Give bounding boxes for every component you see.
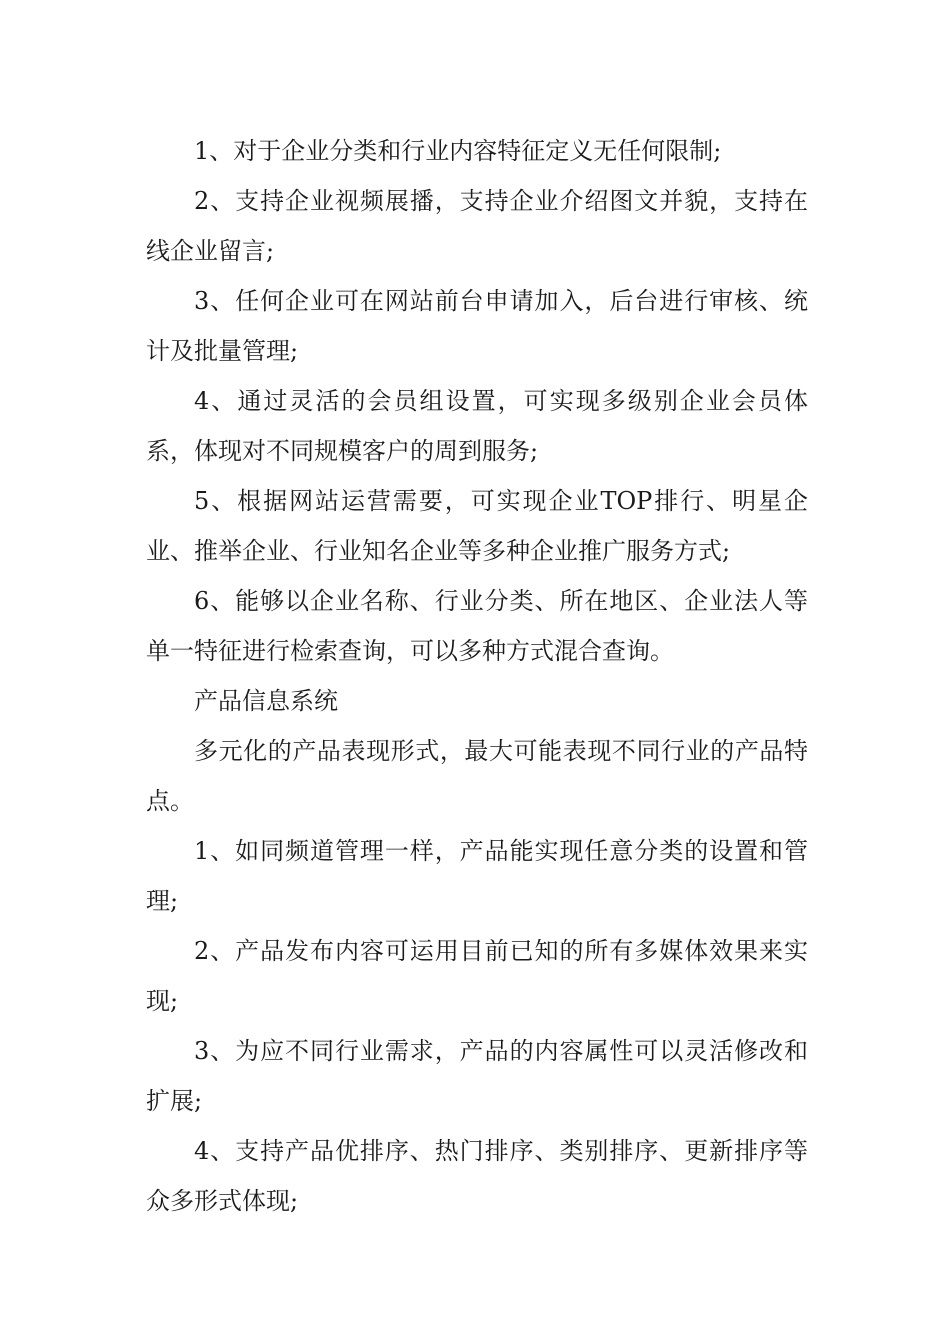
paragraph-enterprise-feature-5: 5、根据网站运营需要，可实现企业TOP排行、明星企业、推举企业、行业知名企业等多种企业推广服务方式; xyxy=(146,487,808,565)
paragraph-product-feature-4: 4、支持产品优排序、热门排序、类别排序、更新排序等众多形式体现; xyxy=(146,1137,808,1215)
paragraph-enterprise-feature-3: 3、任何企业可在网站前台申请加入，后台进行审核、统计及批量管理; xyxy=(146,287,808,365)
paragraph-enterprise-feature-4: 4、通过灵活的会员组设置，可实现多级别企业会员体系，体现对不同规模客户的周到服务; xyxy=(146,387,808,465)
section-heading-product-system: 产品信息系统 xyxy=(194,687,338,715)
document-page xyxy=(146,126,808,1226)
paragraph-enterprise-feature-1: 1、对于企业分类和行业内容特征定义无任何限制; xyxy=(194,137,722,165)
paragraph-product-intro: 多元化的产品表现形式，最大可能表现不同行业的产品特点。 xyxy=(146,737,808,815)
paragraph-product-feature-1: 1、如同频道管理一样，产品能实现任意分类的设置和管理; xyxy=(146,837,808,915)
paragraph-product-feature-3: 3、为应不同行业需求，产品的内容属性可以灵活修改和扩展; xyxy=(146,1037,808,1115)
paragraph-enterprise-feature-2: 2、支持企业视频展播，支持企业介绍图文并貌，支持在线企业留言; xyxy=(146,187,808,265)
paragraph-product-feature-2: 2、产品发布内容可运用目前已知的所有多媒体效果来实现; xyxy=(146,937,808,1015)
paragraph-enterprise-feature-6: 6、能够以企业名称、行业分类、所在地区、企业法人等单一特征进行检索查询，可以多种方式混合查询。 xyxy=(146,587,808,665)
